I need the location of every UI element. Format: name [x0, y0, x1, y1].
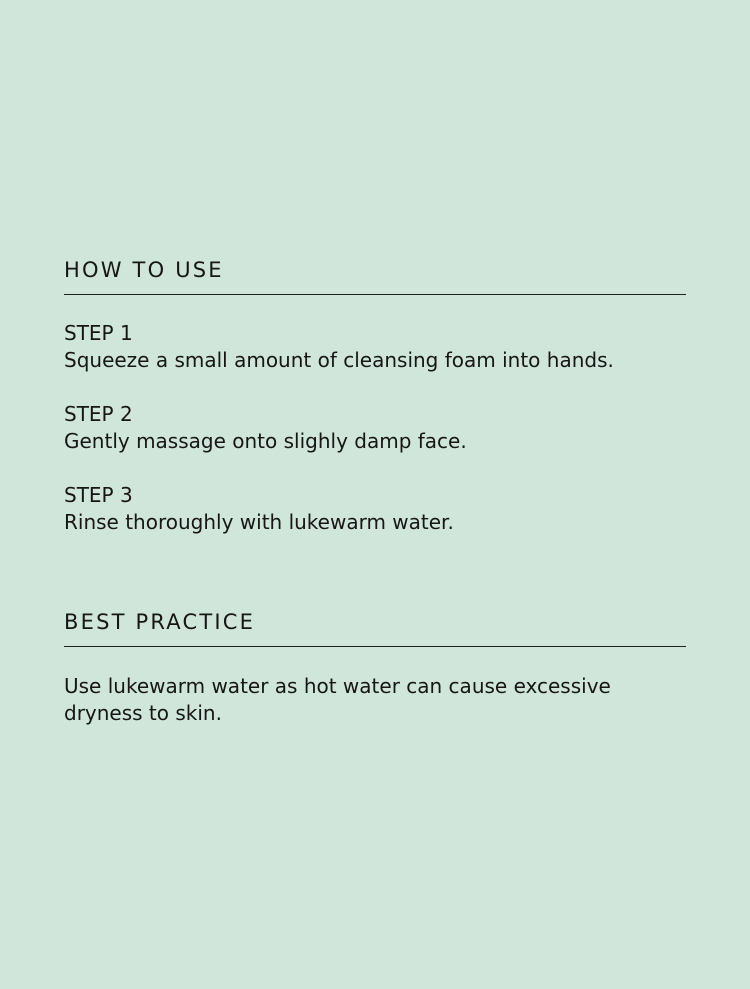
- step-item: [64, 482, 686, 536]
- best-practice-section: [64, 608, 686, 727]
- section-divider: [64, 294, 686, 295]
- step-item: [64, 320, 686, 374]
- step-text: Gently massage onto slighly damp face.: [64, 429, 467, 453]
- how-to-use-heading: HOW TO USE: [64, 258, 224, 282]
- step-text: Squeeze a small amount of cleansing foam into hands.: [64, 348, 614, 372]
- step-text: Rinse thoroughly with lukewarm water.: [64, 510, 454, 534]
- best-practice-heading: BEST PRACTICE: [64, 610, 256, 634]
- step-item: [64, 401, 686, 455]
- how-to-use-section: [64, 256, 686, 536]
- step-label: STEP 1: [64, 321, 133, 345]
- steps-list: [64, 320, 686, 536]
- best-practice-text: Use lukewarm water as hot water can cause excessive dryness to skin.: [64, 674, 611, 725]
- step-label: STEP 3: [64, 483, 133, 507]
- step-label: STEP 2: [64, 402, 133, 426]
- section-divider: [64, 646, 686, 647]
